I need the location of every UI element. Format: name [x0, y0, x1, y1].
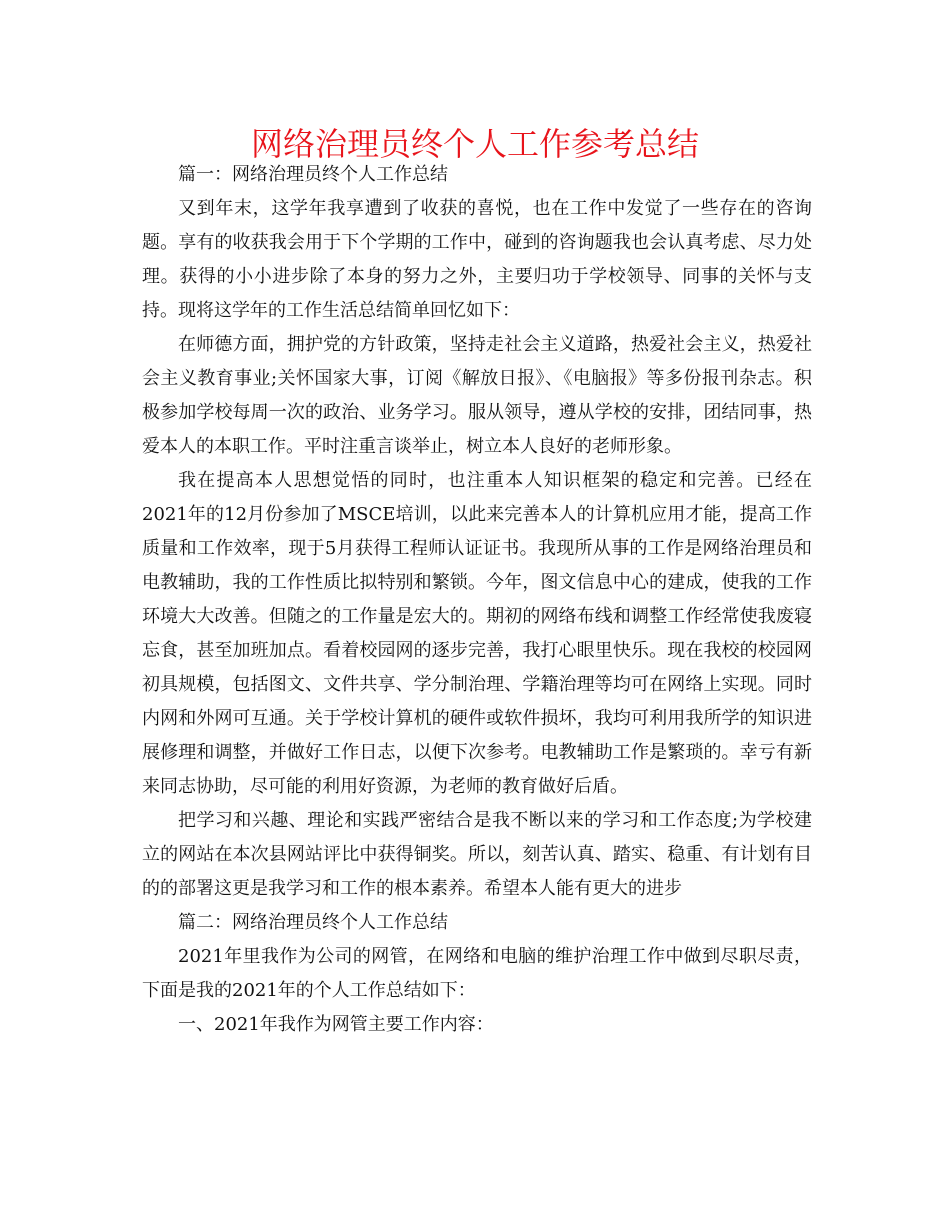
document-title: 网络治理员终个人工作参考总结: [250, 125, 699, 163]
paragraph-work: 我在提高本人思想觉悟的同时，也注重本人知识框架的稳定和完善。已经在2021年的12月份参加了MSCE培训，以此来完善本人的计算机应用才能，提高工作质量和工作效率，现于5月获得工程师认证证书。我现所从事的工作是网络治理员和电教辅助，我的工作性质比拟特别和繁锁。今年，图文信息中心的建成，使我的工作环境大大改善。但随之的工作量是宏大的。期初的网络布线和调整工作经常使我废寝忘食，甚至加班加点。看着校园网的逐步完善，我打心眼里快乐。现在我校的校园网初具规模，包括图文、文件共享、学分制治理、学籍治理等均可在网络上实现。同时内网和外网可互通。关于学校计算机的硬件或软件损坏，我均可利用我所学的知识进展修理和调整，并做好工作日志，以便下次参考。电教辅助工作是繁琐的。幸亏有新来同志协助，尽可能的利用好资源，为老师的教育做好后盾。: [142, 470, 812, 797]
paragraph-ethics: 在师德方面，拥护党的方针政策，坚持走社会主义道路，热爱社会主义，热爱社会主义教育事业;关怀国家大事，订阅《解放日报》、《电脑报》等多份报刊杂志。积极参加学校每周一次的政治、业务学习。服从领导，遵从学校的安排，团结同事，热爱本人的本职工作。平时注重言谈举止，树立本人良好的老师形象。: [142, 334, 812, 457]
paragraph-work-content-heading: 一、2021年我作为网管主要工作内容：: [178, 1014, 494, 1035]
document-body: [142, 158, 812, 1042]
paragraph-summary-intro: 2021年里我作为公司的网管，在网络和电脑的维护治理工作中做到尽职尽责，下面是我的2021年的个人工作总结如下：: [142, 946, 812, 1001]
paragraph-intro: 又到年末，这学年我享遭到了收获的喜悦，也在工作中发觉了一些存在的咨询题。享有的收获我会用于下个学期的工作中，碰到的咨询题我也会认真考虑、尽力处理。获得的小小进步除了本身的努力之外，主要归功于学校领导、同事的关怀与支持。现将这学年的工作生活总结简单回忆如下：: [142, 198, 812, 321]
section-heading-2: 篇二：网络治理员终个人工作总结: [178, 912, 448, 933]
section-heading-1: 篇一：网络治理员终个人工作总结: [178, 164, 448, 185]
paragraph-study: 把学习和兴趣、理论和实践严密结合是我不断以来的学习和工作态度;为学校建立的网站在本次县网站评比中获得铜奖。所以，刻苦认真、踏实、稳重、有计划有目的的部署这更是我学习和工作的根本素养。希望本人能有更大的进步: [142, 810, 812, 899]
